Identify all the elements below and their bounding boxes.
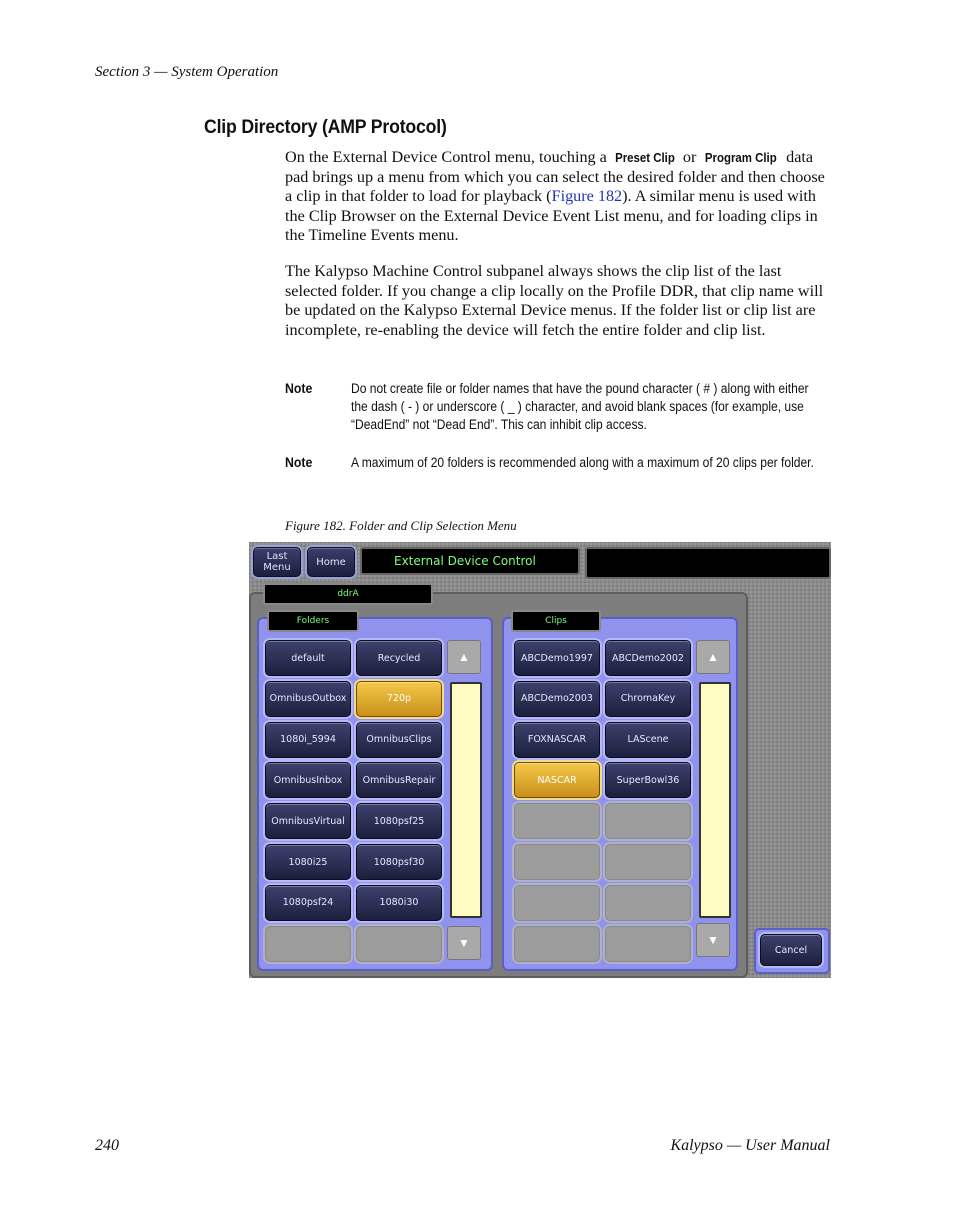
folder-button[interactable]: 1080psf30 xyxy=(356,844,442,880)
text: or xyxy=(678,148,701,166)
clip-empty-slot xyxy=(514,926,600,962)
folder-button[interactable]: OmnibusRepair xyxy=(356,762,442,798)
home-button[interactable]: Home xyxy=(307,547,355,577)
folder-button[interactable]: OmnibusClips xyxy=(356,722,442,758)
folders-label: Folders xyxy=(267,610,359,632)
section-header: Section 3 — System Operation xyxy=(95,64,279,80)
arrow-down-icon: ▼ xyxy=(707,932,719,947)
folders-scroll-down-button[interactable] xyxy=(447,926,481,960)
folder-button[interactable]: 1080psf25 xyxy=(356,803,442,839)
figure-link[interactable]: Figure 182 xyxy=(551,187,623,206)
clip-button[interactable]: ABCDemo1997 xyxy=(514,640,600,676)
program-clip-label: Program Clip xyxy=(705,150,778,165)
clip-button[interactable]: FOXNASCAR xyxy=(514,722,600,758)
clip-button[interactable]: ChromaKey xyxy=(605,681,691,717)
clip-button[interactable]: ABCDemo2003 xyxy=(514,681,600,717)
folder-button[interactable]: 1080psf24 xyxy=(265,885,351,921)
folder-empty-slot xyxy=(356,926,442,962)
clip-empty-slot xyxy=(514,844,600,880)
folders-scroll-up-button[interactable] xyxy=(447,640,481,674)
clip-button[interactable]: NASCAR xyxy=(514,762,600,798)
clip-button[interactable]: ABCDemo2002 xyxy=(605,640,691,676)
folder-button[interactable]: OmnibusInbox xyxy=(265,762,351,798)
note-text: Do not create file or folder names that have the pound character ( # ) along with either the dash ( - ) or underscore ( _ ) character, and avoid blank spaces (for example, use “DeadEnd” not “Dead End”. This can inhibit clip access. xyxy=(351,381,809,432)
clip-empty-slot xyxy=(514,803,600,839)
clip-button[interactable]: LAScene xyxy=(605,722,691,758)
text: ). A similar menu is used with the Clip Browser on the External Device Event List menu, and for loading clips in the Timeline Events menu. xyxy=(285,187,818,245)
folder-button[interactable]: OmnibusOutbox xyxy=(265,681,351,717)
preset-clip-label: Preset Clip xyxy=(614,150,675,165)
folder-button[interactable]: 720p xyxy=(356,681,442,717)
note-label: Note xyxy=(285,380,313,396)
clips-label: Clips xyxy=(511,610,601,632)
folder-button[interactable]: 1080i30 xyxy=(356,885,442,921)
arrow-up-icon: ▲ xyxy=(707,649,719,664)
clip-empty-slot xyxy=(605,844,691,880)
last-menu-button[interactable]: Last Menu xyxy=(253,547,301,577)
paragraph-2: The Kalypso Machine Control subpanel always shows the clip list of the last selected folder. If you change a clip locally on the Profile DDR, that clip name will be updated on the Kalypso External Device menus. If the folder list or clip list are incomplete, re-enabling the device will fetch the entire folder and clip list. xyxy=(285,262,824,339)
folder-clip-selection-screenshot xyxy=(249,542,831,978)
figure-caption: Figure 182. Folder and Clip Selection Menu xyxy=(285,518,517,533)
folder-button[interactable]: 1080i_5994 xyxy=(265,722,351,758)
folder-empty-slot xyxy=(265,926,351,962)
device-tab[interactable]: ddrA xyxy=(263,583,433,605)
arrow-up-icon: ▲ xyxy=(458,649,470,664)
folder-button[interactable]: OmnibusVirtual xyxy=(265,803,351,839)
folders-scrollbar[interactable] xyxy=(450,682,482,918)
page-title: Clip Directory (AMP Protocol) xyxy=(204,117,447,138)
clips-scroll-up-button[interactable] xyxy=(696,640,730,674)
clip-empty-slot xyxy=(514,885,600,921)
clip-empty-slot xyxy=(605,926,691,962)
text: data pad brings up a menu from which you can select the desired folder and then choose a clip in that folder to load for playback ( xyxy=(285,148,825,206)
cancel-button[interactable]: Cancel xyxy=(760,934,822,966)
menu-title: External Device Control xyxy=(360,547,580,575)
page-number: 240 xyxy=(95,1137,119,1154)
clip-empty-slot xyxy=(605,885,691,921)
clips-scroll-down-button[interactable] xyxy=(696,923,730,957)
paragraph-1 xyxy=(285,148,830,246)
folder-button[interactable]: default xyxy=(265,640,351,676)
clip-button[interactable]: SuperBowl36 xyxy=(605,762,691,798)
folder-button[interactable]: 1080i25 xyxy=(265,844,351,880)
status-bar xyxy=(585,547,831,579)
arrow-down-icon: ▼ xyxy=(458,935,470,950)
clips-scrollbar[interactable] xyxy=(699,682,731,918)
footer-title: Kalypso — User Manual xyxy=(670,1137,830,1154)
note-label: Note xyxy=(285,454,313,470)
text: On the External Device Control menu, touching a xyxy=(285,148,611,166)
folder-button[interactable]: Recycled xyxy=(356,640,442,676)
note-text: A maximum of 20 folders is recommended along with a maximum of 20 clips per folder. xyxy=(351,455,814,470)
clip-empty-slot xyxy=(605,803,691,839)
